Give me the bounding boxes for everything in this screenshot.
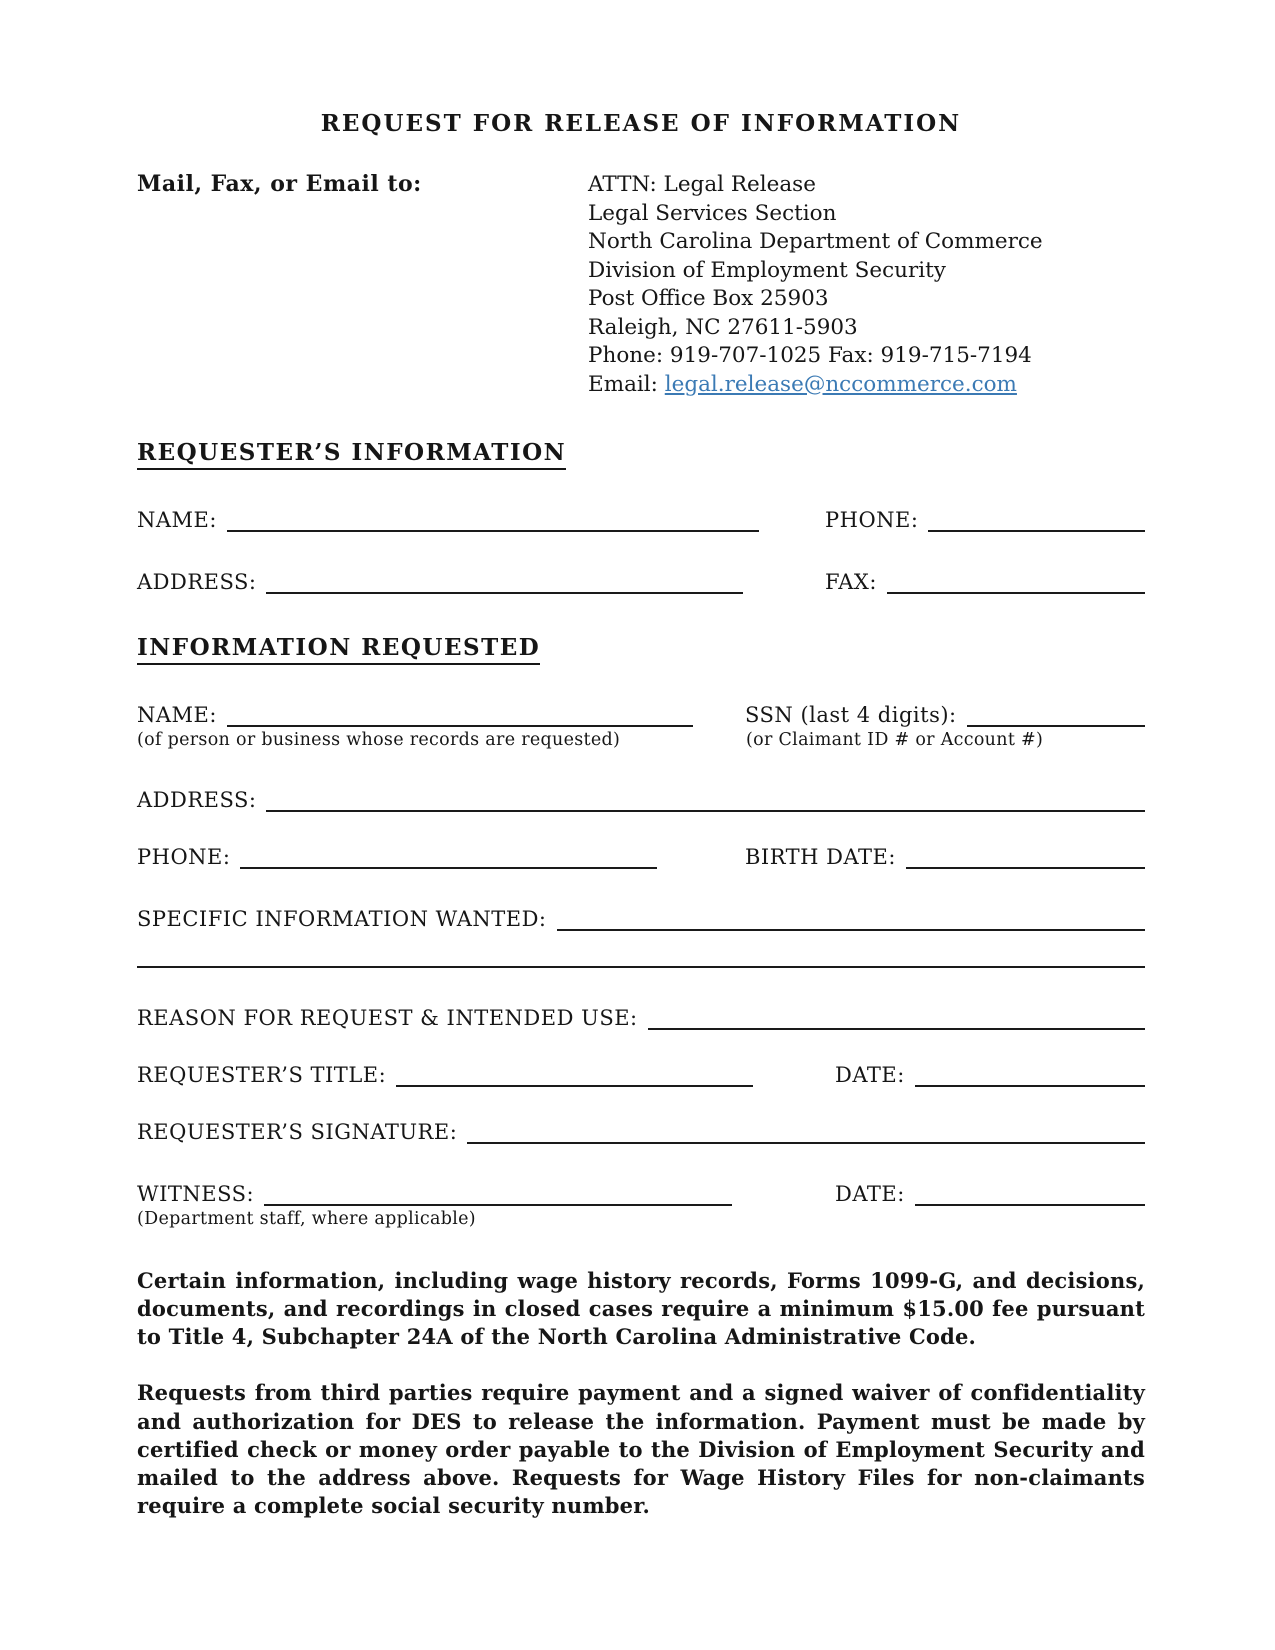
subject-address-field: [137, 788, 1145, 812]
ssn-label: SSN (last 4 digits):: [745, 703, 957, 727]
subject-name-ssn-row: [137, 703, 1145, 727]
birth-date-line: [906, 865, 1145, 869]
third-party-notice-paragraph: Requests from third parties require payment and a signed waiver of confidentiality and authorization for DES to release the information. Payment must be made by certified check or money order payable to the Division of Employment Security and mailed to the address above. Requests for Wage History Files for non-claimants require a complete social security number.: [137, 1380, 1145, 1518]
address-line-division: Division of Employment Security: [588, 257, 946, 283]
reason-label: REASON FOR REQUEST & INTENDED USE:: [137, 1006, 638, 1030]
requester-address-label: ADDRESS:: [137, 570, 257, 594]
address-line-department: North Carolina Department of Commerce: [588, 229, 1043, 254]
subject-address-line: [266, 808, 1145, 812]
subject-name-line: [227, 723, 693, 727]
signature-label: REQUESTER’S SIGNATURE:: [137, 1120, 458, 1144]
subject-phone-label: PHONE:: [137, 845, 231, 869]
mailto-block: [137, 171, 1145, 399]
reason-row: [137, 1006, 1145, 1030]
requester-name-line: [227, 528, 759, 532]
ssn-field: [745, 703, 1145, 727]
specific-info-line-2: [137, 964, 1145, 968]
requester-address-line: [266, 590, 743, 594]
witness-label: WITNESS:: [137, 1182, 255, 1206]
ssn-line: [967, 723, 1145, 727]
requester-phone-label: PHONE:: [825, 508, 919, 532]
requester-fax-line: [887, 590, 1145, 594]
specific-info-row-2: [137, 964, 1145, 968]
requester-address-field: [137, 570, 743, 594]
subject-name-field: [137, 703, 693, 727]
witness-line: [264, 1202, 732, 1206]
requester-name-label: NAME:: [137, 508, 217, 532]
witness-field: [137, 1182, 732, 1206]
reason-field: [137, 1006, 1145, 1030]
requester-fax-field: [825, 570, 1145, 594]
requester-name-phone-row: [137, 508, 1145, 532]
subject-address-label: ADDRESS:: [137, 788, 257, 812]
witness-caption: (Department staff, where applicable): [137, 1209, 476, 1229]
witness-date-field: [835, 1182, 1145, 1206]
requester-phone-field: [825, 508, 1145, 532]
subject-captions-row: [137, 730, 1145, 750]
email-link[interactable]: legal.release@nccommerce.com: [664, 371, 1017, 397]
requester-title-label: REQUESTER’S TITLE:: [137, 1063, 387, 1087]
witness-date-label: DATE:: [835, 1182, 905, 1206]
title-date-row: [137, 1063, 1145, 1087]
specific-info-row: [137, 907, 1145, 931]
address-line-city: Raleigh, NC 27611-5903: [588, 314, 858, 340]
specific-info-field-2: [137, 964, 1145, 968]
mailto-address-block: [588, 171, 1043, 399]
fee-notice-paragraph: Certain information, including wage history records, Forms 1099-G, and decisions, documents, and recordings in closed cases require a minimum $15.00 fee pursuant to Title 4, Subchapter 24A of the North Carolina Administrative Code.: [137, 1268, 1145, 1350]
subject-phone-birthdate-row: [137, 845, 1145, 869]
requester-fax-label: FAX:: [825, 570, 877, 594]
requester-title-field: [137, 1063, 753, 1087]
mailto-label: Mail, Fax, or Email to:: [137, 171, 422, 197]
subject-name-caption: (of person or business whose records are requested): [137, 730, 621, 750]
signature-row: [137, 1120, 1145, 1144]
address-line-phone-fax: Phone: 919-707-1025 Fax: 919-715-7194: [588, 343, 1032, 368]
ssn-caption: (or Claimant ID # or Account #): [746, 730, 1044, 750]
email-label: Email:: [588, 371, 658, 397]
subject-phone-line: [240, 865, 657, 869]
requester-address-fax-row: [137, 570, 1145, 594]
title-date-line: [915, 1083, 1145, 1087]
address-line-section: Legal Services Section: [588, 200, 837, 226]
witness-date-row: [137, 1182, 1145, 1206]
page-title: REQUEST FOR RELEASE OF INFORMATION: [320, 110, 962, 137]
specific-info-line: [557, 927, 1145, 931]
address-line-attn: ATTN: Legal Release: [588, 172, 816, 197]
signature-line: [467, 1140, 1145, 1144]
signature-field: [137, 1120, 1145, 1144]
witness-date-line: [915, 1202, 1145, 1206]
requester-title-line: [396, 1083, 753, 1087]
birth-date-field: [745, 845, 1145, 869]
requester-phone-line: [928, 528, 1145, 532]
subject-address-row: [137, 788, 1145, 812]
specific-info-field: [137, 907, 1145, 931]
specific-info-label: SPECIFIC INFORMATION WANTED:: [137, 907, 547, 931]
address-line-pobox: Post Office Box 25903: [588, 286, 829, 311]
section-heading-requesters-information: REQUESTER’S INFORMATION: [137, 439, 1145, 470]
reason-line: [648, 1026, 1145, 1030]
email-line: [588, 371, 1043, 400]
requester-name-field: [137, 508, 759, 532]
subject-name-label: NAME:: [137, 703, 217, 727]
title-date-field: [835, 1063, 1145, 1087]
subject-phone-field: [137, 845, 657, 869]
birth-date-label: BIRTH DATE:: [745, 845, 896, 869]
title-date-label: DATE:: [835, 1063, 905, 1087]
section-heading-information-requested: INFORMATION REQUESTED: [137, 634, 1145, 665]
